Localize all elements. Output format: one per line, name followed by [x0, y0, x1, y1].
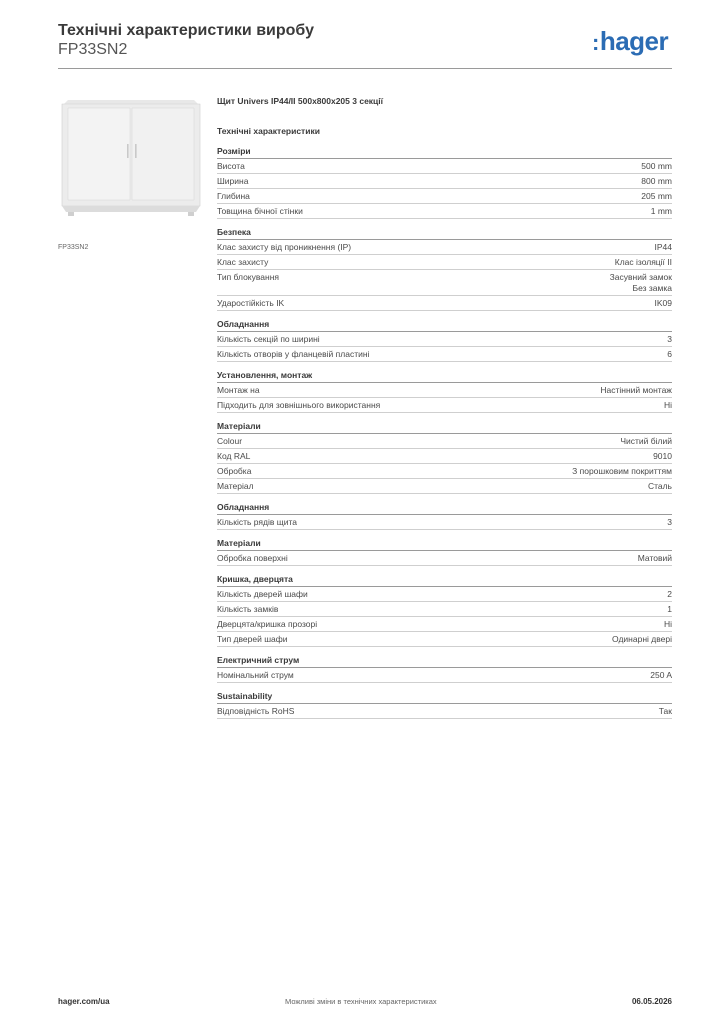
spec-row-label: Ширина — [217, 175, 249, 186]
spec-row-label: Підходить для зовнішнього використання — [217, 399, 381, 410]
header-divider — [58, 68, 672, 69]
spec-row — [217, 398, 672, 413]
spec-group — [217, 370, 672, 413]
spec-row-label: Відповідність RoHS — [217, 705, 295, 716]
spec-row — [217, 479, 672, 494]
spec-row-label: Кількість замків — [217, 603, 279, 614]
spec-row-label: Клас захисту — [217, 256, 269, 267]
spec-group — [217, 691, 672, 719]
spec-group — [217, 655, 672, 683]
spec-row — [217, 347, 672, 362]
spec-row-value: 9010 — [653, 450, 672, 461]
spec-row-label: Номінальний струм — [217, 669, 294, 680]
spec-row-value: IP44 — [654, 241, 672, 252]
spec-group — [217, 538, 672, 566]
image-caption: FP33SN2 — [58, 244, 89, 251]
spec-row — [217, 587, 672, 602]
spec-row-value: 1 — [667, 603, 672, 614]
spec-row — [217, 632, 672, 647]
product-name: Щит Univers IP44/II 500x800x205 3 секції — [217, 96, 384, 106]
spec-group-title: Установлення, монтаж — [217, 370, 672, 383]
page-title: Технічні характеристики виробу — [58, 22, 314, 39]
spec-row-label: Кількість дверей шафи — [217, 588, 308, 599]
spec-row-value: Сталь — [647, 480, 672, 491]
spec-row-label: Кількість рядів щита — [217, 516, 297, 527]
spec-row-label: Клас захисту від проникнення (IP) — [217, 241, 352, 252]
spec-row-label: Кількість отворів у фланцевій пластині — [217, 348, 370, 359]
spec-row-value: 2 — [667, 588, 672, 599]
spec-group — [217, 227, 672, 311]
spec-group-title: Кришка, дверцята — [217, 574, 672, 587]
spec-row-value: Клас ізоляції II — [614, 256, 672, 267]
spec-row-label: Ударостійкість IK — [217, 297, 285, 308]
hager-logo — [592, 26, 668, 57]
spec-group — [217, 574, 672, 647]
spec-group-title: Матеріали — [217, 538, 672, 551]
footer-note: Можливі зміни в технічних характеристиках — [285, 997, 437, 1006]
spec-row-label: Дверцята/кришка прозорі — [217, 618, 318, 629]
product-code: FP33SN2 — [58, 41, 128, 58]
spec-row — [217, 602, 672, 617]
spec-row — [217, 704, 672, 719]
spec-group — [217, 421, 672, 494]
footer-website[interactable]: hager.com/ua — [58, 997, 110, 1006]
spec-row-label: Тип дверей шафи — [217, 633, 288, 644]
spec-row-label: Глибина — [217, 190, 250, 201]
spec-row-label: Монтаж на — [217, 384, 260, 395]
spec-row-label: Обробка поверхні — [217, 552, 288, 563]
spec-row — [217, 617, 672, 632]
spec-group-title: Електричний струм — [217, 655, 672, 668]
spec-group-title: Матеріали — [217, 421, 672, 434]
spec-row-label: Кількість секцій по ширині — [217, 333, 320, 344]
spec-row-value: Ні — [663, 618, 672, 629]
spec-row — [217, 332, 672, 347]
spec-row-label: Colour — [217, 435, 243, 446]
spec-row-label: Тип блокування — [217, 271, 280, 282]
spec-row-value: 500 mm — [641, 160, 672, 171]
spec-row-value-line: Засувний замок — [609, 271, 672, 282]
spec-heading: Технічні характеристики — [217, 126, 320, 136]
spec-row-label: Товщина бічної стінки — [217, 205, 303, 216]
spec-row-value: 3 — [667, 516, 672, 527]
spec-groups — [217, 146, 672, 719]
spec-row — [217, 434, 672, 449]
spec-group — [217, 502, 672, 530]
spec-row-value-line: Без замка — [632, 282, 672, 293]
product-image — [58, 94, 204, 234]
spec-row-value: Настінний монтаж — [600, 384, 672, 395]
spec-row — [217, 174, 672, 189]
spec-row-value: Матовий — [637, 552, 672, 563]
spec-row-label: Висота — [217, 160, 245, 171]
spec-row — [217, 383, 672, 398]
spec-row-value: IK09 — [654, 297, 672, 308]
spec-row — [217, 189, 672, 204]
footer-date: 06.05.2026 — [631, 997, 672, 1006]
spec-group — [217, 319, 672, 362]
spec-row — [217, 515, 672, 530]
spec-row-label: Код RAL — [217, 450, 251, 461]
spec-row-value: Так — [658, 705, 672, 716]
spec-row — [217, 296, 672, 311]
spec-row — [217, 464, 672, 479]
spec-row — [217, 668, 672, 683]
spec-row-value: З порошковим покриттям — [572, 465, 672, 476]
spec-row-value: 3 — [667, 333, 672, 344]
spec-group-title: Обладнання — [217, 502, 672, 515]
spec-row-value: 250 A — [650, 669, 672, 680]
spec-row-value: Ні — [663, 399, 672, 410]
spec-row — [217, 449, 672, 464]
spec-group-title: Обладнання — [217, 319, 672, 332]
spec-group-title: Sustainability — [217, 691, 672, 704]
logo-text: hager — [599, 26, 669, 56]
spec-row-value — [610, 272, 672, 294]
spec-row-value: 205 mm — [641, 190, 672, 201]
spec-row — [217, 240, 672, 255]
spec-section — [217, 96, 672, 727]
spec-row-value: Одинарні двері — [612, 633, 672, 644]
spec-row — [217, 270, 672, 296]
spec-group — [217, 146, 672, 219]
logo-dots-icon: : — [592, 30, 599, 55]
spec-row-value: Чистий білий — [620, 435, 672, 446]
spec-row — [217, 551, 672, 566]
spec-group-title: Розміри — [217, 146, 672, 159]
spec-row-label: Обробка — [217, 465, 252, 476]
spec-group-title: Безпека — [217, 227, 672, 240]
spec-row-value: 1 mm — [650, 205, 672, 216]
spec-row — [217, 204, 672, 219]
spec-row-label: Матеріал — [217, 480, 254, 491]
spec-row — [217, 159, 672, 174]
spec-row — [217, 255, 672, 270]
spec-row-value: 800 mm — [641, 175, 672, 186]
spec-row-value: 6 — [667, 348, 672, 359]
